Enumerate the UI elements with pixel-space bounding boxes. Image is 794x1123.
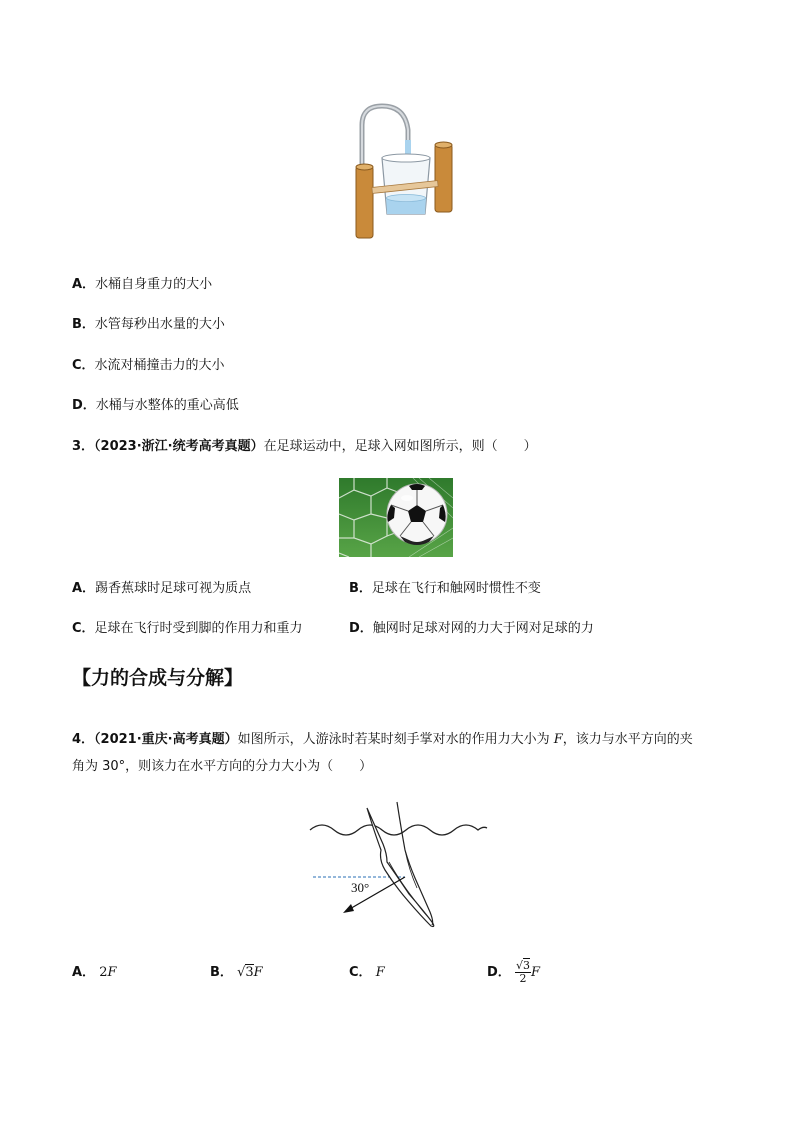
option-symbol: F — [375, 965, 385, 980]
question-text-part1: 如图所示，人游泳时若某时刻手掌对水的作用力大小为 — [237, 732, 554, 747]
option-coefficient: 2 — [99, 965, 108, 980]
bucket-figure — [350, 100, 460, 240]
question-source: （2021·重庆·高考真题） — [94, 732, 238, 747]
option-text: 水桶与水整体的重心高低 — [95, 398, 239, 413]
q3-option-c[interactable] — [72, 620, 303, 638]
q4-option-c[interactable] — [349, 964, 385, 982]
q2-option-d[interactable] — [72, 397, 239, 415]
soccer-figure — [339, 478, 453, 557]
option-text: 水流对桶撞击力的大小 — [94, 358, 225, 373]
question-number: 4． — [72, 732, 95, 747]
question-4-stem-line2: 角为 30°，则该力在水平方向的分力大小为（ ） — [72, 759, 373, 774]
force-symbol: F — [553, 732, 563, 747]
question-number: 3． — [72, 439, 95, 454]
question-text: 在足球运动中，足球入网如图所示，则（ ） — [263, 439, 537, 454]
q3-option-a[interactable] — [72, 580, 251, 598]
option-text: 足球在飞行时受到脚的作用力和重力 — [94, 621, 303, 636]
right-post — [435, 144, 452, 212]
q4-option-b[interactable] — [210, 964, 263, 982]
denominator: 2 — [519, 972, 527, 985]
option-letter: A． — [72, 965, 96, 980]
q2-option-c[interactable] — [72, 357, 225, 375]
q2-option-a[interactable] — [72, 276, 212, 294]
question-3-stem — [72, 438, 537, 456]
q3-option-b[interactable] — [349, 580, 541, 598]
sqrt-sign: √ — [237, 965, 246, 980]
option-letter: B． — [210, 965, 233, 980]
option-letter: A． — [72, 277, 96, 292]
force-arrow-head — [343, 904, 354, 913]
q4-option-a[interactable] — [72, 964, 117, 982]
option-letter: B． — [349, 581, 372, 596]
option-symbol: F — [107, 965, 117, 980]
option-symbol: F — [253, 965, 263, 980]
option-text: 足球在飞行和触网时惯性不变 — [371, 581, 541, 596]
sqrt-radicand: 3 — [522, 959, 530, 972]
left-post — [356, 166, 373, 238]
option-letter: D． — [349, 621, 373, 636]
option-text: 触网时足球对网的力大于网对足球的力 — [372, 621, 594, 636]
option-text: 踢香蕉球时足球可视为质点 — [95, 581, 252, 596]
option-text: 水桶自身重力的大小 — [95, 277, 213, 292]
option-letter: D． — [72, 398, 96, 413]
sqrt-radicand: 3 — [245, 965, 254, 980]
option-letter: D． — [487, 965, 511, 980]
option-symbol: F — [530, 965, 540, 980]
option-letter: A． — [72, 581, 96, 596]
water-wave — [310, 825, 487, 835]
question-source: （2023·浙江·统考高考真题） — [94, 439, 264, 454]
question-4-stem — [72, 731, 693, 749]
option-text: 水管每秒出水量的大小 — [94, 317, 225, 332]
fraction — [515, 960, 531, 985]
option-letter: C． — [72, 621, 95, 636]
swimming-hand-figure — [305, 798, 490, 933]
option-letter: C． — [349, 965, 372, 980]
q2-option-b[interactable] — [72, 316, 225, 334]
q3-option-d[interactable] — [349, 620, 594, 638]
q4-option-d[interactable] — [487, 955, 540, 991]
angle-label: 30° — [351, 880, 370, 895]
sqrt-sign: √ — [515, 959, 523, 972]
option-letter: C． — [72, 358, 95, 373]
section-heading: 【力的合成与分解】 — [72, 667, 244, 689]
question-text-part2: ，该力与水平方向的夹 — [562, 732, 693, 747]
option-letter: B． — [72, 317, 95, 332]
